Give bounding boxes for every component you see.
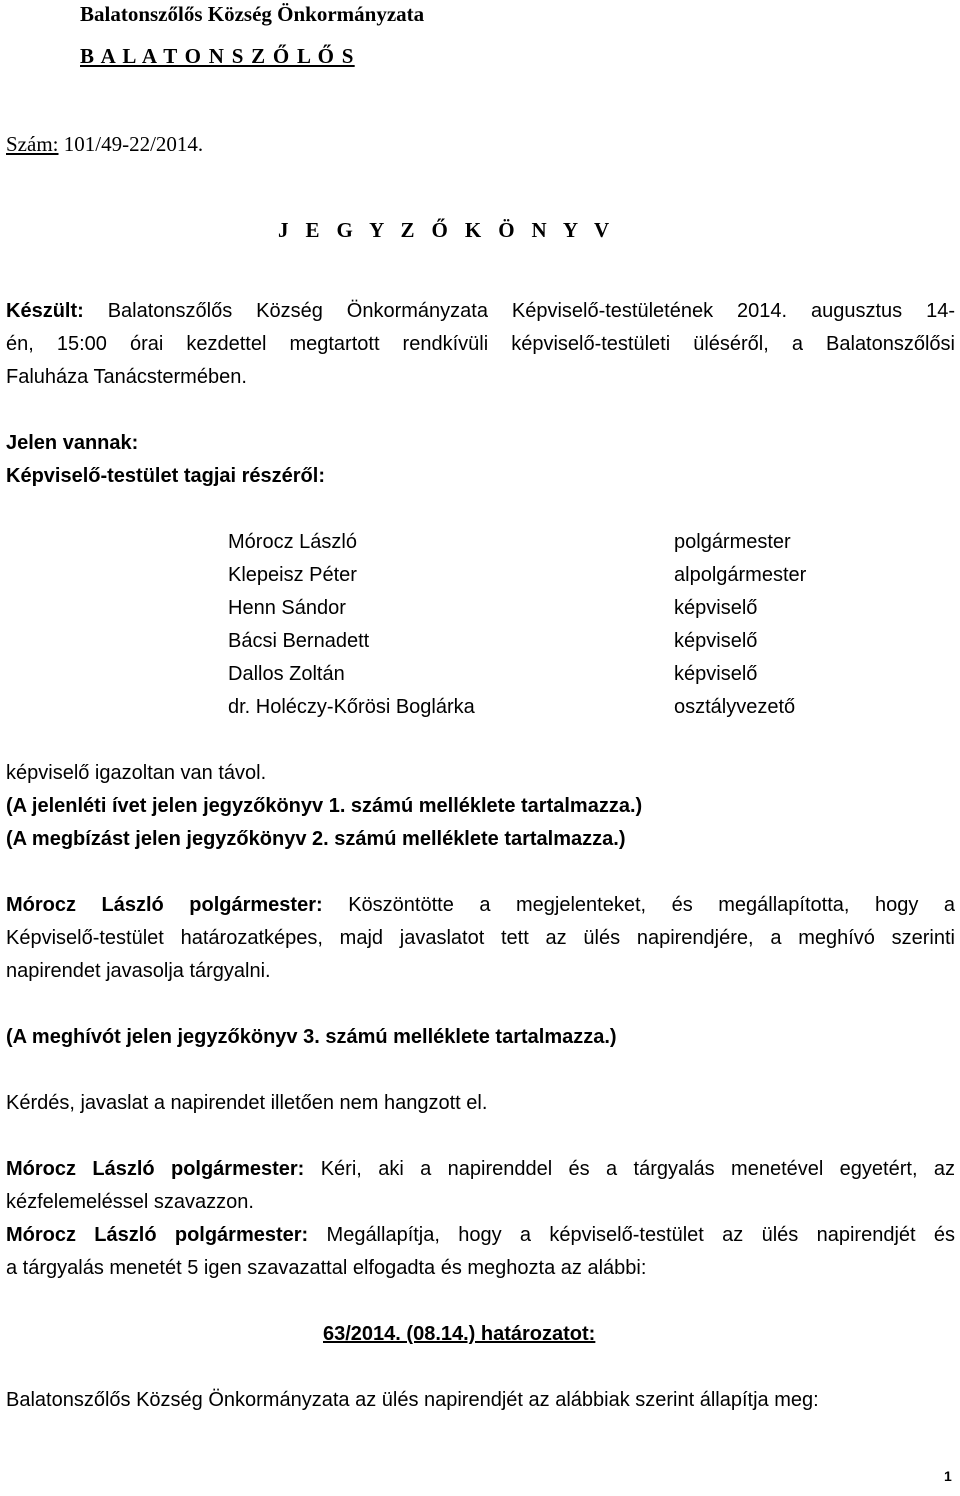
member-role: osztályvezető (674, 696, 796, 718)
present-subheading: Képviselő-testület tagjai részéről: (6, 465, 325, 487)
speaker-label: Mórocz László polgármester: (6, 1224, 309, 1246)
member-name: Henn Sándor (228, 597, 346, 619)
mandate-note: (A megbízást jelen jegyzőkönyv 2. számú melléklete tartalmazza.) (6, 828, 626, 850)
present-heading: Jelen vannak: (6, 432, 139, 454)
page-number: 1 (944, 1468, 952, 1484)
member-role: képviselő (674, 663, 758, 685)
speaker-label: Mórocz László polgármester: (6, 894, 323, 916)
member-role: képviselő (674, 597, 758, 619)
paragraph-1-line-1: Mórocz László polgármester: Köszöntötte a megjelenteket, és megállapította, hogy a (6, 894, 955, 916)
member-role: polgármester (674, 531, 791, 553)
member-role: képviselő (674, 630, 758, 652)
intro-line-2: én, 15:00 órai kezdettel megtartott rendkívüli képviselő-testületi üléséről, a Balatonszőlősi (6, 333, 955, 355)
document-number (6, 132, 203, 157)
attendance-note: (A jelenléti ívet jelen jegyzőkönyv 1. számú melléklete tartalmazza.) (6, 795, 643, 817)
questions-note: Kérdés, javaslat a napirendet illetően nem hangzott el. (6, 1092, 488, 1114)
intro-line-1-text: Balatonszőlős Község Önkormányzata Képviselő-testületének 2014. augusztus 14- (107, 300, 955, 322)
invitation-note: (A meghívót jelen jegyzőkönyv 3. számú melléklete tartalmazza.) (6, 1026, 617, 1048)
member-name: Bácsi Bernadett (228, 630, 370, 652)
document-number-value: 101/49-22/2014. (63, 132, 204, 156)
organization-name: Balatonszőlős Község Önkormányzata (80, 2, 425, 26)
speaker-label: Mórocz László polgármester: (6, 1158, 305, 1180)
resolution-text: Balatonszőlős Község Önkormányzata az ülés napirendjét az alábbiak szerint állapítja meg: (6, 1389, 819, 1411)
paragraph-2-line-1: Mórocz László polgármester: Kéri, aki a napirenddel és a tárgyalás menetével egyetért, az (6, 1158, 955, 1180)
intro-label: Készült: (6, 300, 84, 322)
member-name: Mórocz László (228, 531, 357, 553)
resolution-title: 63/2014. (08.14.) határozatot: (323, 1323, 596, 1345)
member-name: Dallos Zoltán (228, 663, 345, 685)
member-role: alpolgármester (674, 564, 807, 586)
member-name: Klepeisz Péter (228, 564, 357, 586)
paragraph-3-line-1: Mórocz László polgármester: Megállapítja, hogy a képviselő-testület az ülés napirendjét és (6, 1224, 955, 1246)
document-number-label: Szám: (6, 132, 59, 156)
paragraph-1-line-2: Képviselő-testület határozatképes, majd javaslatot tett az ülés napirendjére, a meghívó szerinti (6, 927, 955, 949)
intro-line-3: Faluháza Tanácstermében. (6, 366, 247, 388)
absent-note: képviselő igazoltan van távol. (6, 762, 267, 784)
paragraph-1-line-3: napirendet javasolja tárgyalni. (6, 960, 271, 982)
paragraph-2-line-2: kézfelemeléssel szavazzon. (6, 1191, 254, 1213)
member-name: dr. Holéczy-Kőrösi Boglárka (228, 696, 475, 718)
paragraph-3-line-2: a tárgyalás menetét 5 igen szavazattal elfogadta és meghozta az alábbi: (6, 1257, 647, 1279)
page-title: J E G Y Z Ő K Ö N Y V (278, 218, 615, 242)
organization-place: B A L A T O N S Z Ő L Ő S (80, 44, 355, 68)
